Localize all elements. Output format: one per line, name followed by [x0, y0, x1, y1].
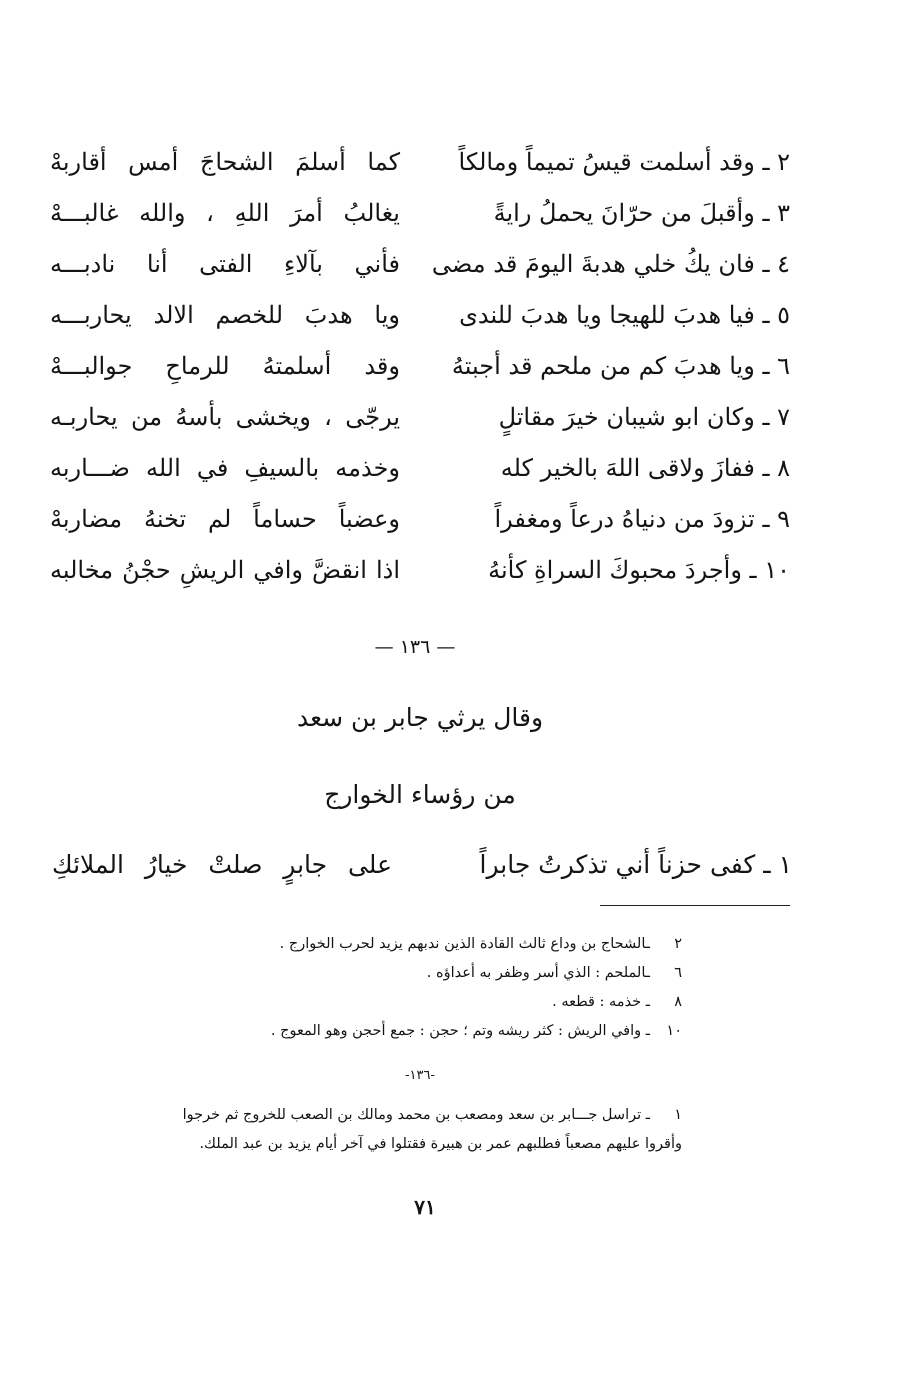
footnote-divider: [600, 905, 790, 906]
footnote-line: [62, 1101, 682, 1130]
footnote-text: وأقروا عليهم مصعباً فطلبهم عمر بن هبيرة فقتلوا في آخر أيام يزيد بن عبد الملك.: [199, 1136, 682, 1152]
footnote-line: [62, 1130, 682, 1159]
footnote-item: [162, 1017, 682, 1046]
verse-second-hemistich: ويا هدبَ للخصم الالد يحاربـــه: [50, 301, 400, 329]
verse-first-hemistich: ٩ ـ تزودَ من دنياهُ درعاً ومغفراً: [494, 505, 790, 533]
verse-2: [50, 142, 790, 193]
verse-second-hemistich: اذا انقضَّ وافي الريشِ حجْنُ مخالبه: [50, 556, 400, 584]
verse-first-hemistich: ١ ـ كفى حزناً أني تذكرتُ جابراً: [479, 850, 792, 879]
footnote-item: [162, 988, 682, 1017]
verse-second-hemistich: وقد أسلمتهُ للرماحِ جوالبـــهْ: [50, 352, 400, 380]
piece-number: — ١٣٦ —: [374, 636, 456, 658]
footnote-text: ـالشحاج بن وداع ثالث القادة الذين ندبهم يزيد لحرب الخوارج .: [279, 936, 650, 952]
footnote-text: ـ وافي الريش : كثر ريشه وتم ؛ حجن : جمع أحجن وهو المعوج .: [270, 1023, 650, 1039]
footnote-piece-item: [62, 1101, 682, 1159]
verse-first-hemistich: ٢ ـ وقد أسلمت قيسُ تميماً ومالكاً: [458, 148, 790, 176]
footnote-number: ٦: [674, 965, 682, 981]
footnote-item: [162, 930, 682, 959]
footnote-piece-number: -١٣٦-: [405, 1068, 435, 1083]
footnote-text: ـ خذمه : قطعه .: [552, 994, 650, 1010]
footnote-text: ـالملحم : الذي أسر وظفر به أعداؤه .: [426, 965, 650, 981]
verse-7: [50, 397, 790, 448]
verse-second-hemistich: يرجّى ، ويخشى بأسهُ من يحاربـه: [50, 403, 400, 431]
footnote-number: ٢: [674, 936, 682, 952]
section-subheading: من رؤساء الخوارج: [324, 780, 516, 809]
verse-first-hemistich: ٨ ـ ففازَ ولاقى اللهَ بالخير كله: [500, 454, 790, 482]
verse-4: [50, 244, 790, 295]
verse-8: [50, 448, 790, 499]
footnotes-list: [162, 930, 682, 1046]
verse-second-hemistich: كما أسلمَ الشحاجَ أمس أقاربهْ: [50, 148, 400, 176]
verse-first-hemistich: ١٠ ـ وأجردَ محبوكَ السراةِ كأنهُ: [488, 556, 790, 584]
verse-first-hemistich: ٧ ـ وكان ابو شيبان خيرَ مقاتلٍ: [498, 403, 790, 431]
footnote-number: ١: [674, 1107, 682, 1123]
verse-3: [50, 193, 790, 244]
footnote-number: ١٠: [666, 1023, 682, 1039]
verse-second-hemistich: وعضباً حساماً لم تخنهُ مضاربهْ: [50, 505, 400, 533]
section-heading: وقال يرثي جابر بن سعد: [296, 703, 544, 732]
verse-second-hemistich: على جابرٍ صلتْ خيارُ الملائكِ: [52, 850, 392, 879]
verse-first-hemistich: ٦ ـ ويا هدبَ كم من ملحم قد أجبتهُ: [451, 352, 790, 380]
new-poem-verse-1: [52, 845, 792, 889]
footnote-number: ٨: [674, 994, 682, 1010]
page-number: ٧١: [414, 1195, 436, 1219]
verse-10: [50, 550, 790, 601]
footnote-item: [162, 959, 682, 988]
verse-9: [50, 499, 790, 550]
verse-second-hemistich: وخذمه بالسيفِ في الله ضـــاربه: [50, 454, 400, 482]
verse-second-hemistich: يغالبُ أمرَ اللهِ ، والله غالبـــهْ: [50, 199, 400, 227]
footnote-text: ـ تراسل جـــابر بن سعد ومصعب بن محمد ومالك بن الصعب للخروج ثم خرجوا: [182, 1107, 650, 1123]
poem-verses: [50, 142, 790, 601]
verse-first-hemistich: ٤ ـ فان يكُ خلي هدبةَ اليومَ قد مضى: [431, 250, 790, 278]
verse-5: [50, 295, 790, 346]
verse-6: [50, 346, 790, 397]
verse-second-hemistich: فأني بآلاءِ الفتى أنا نادبـــه: [50, 250, 400, 278]
verse-first-hemistich: ٣ ـ وأقبلَ من حرّانَ يحملُ رايةً: [493, 199, 790, 227]
verse-first-hemistich: ٥ ـ فيا هدبَ للهيجا ويا هدبَ للندى: [459, 301, 790, 329]
